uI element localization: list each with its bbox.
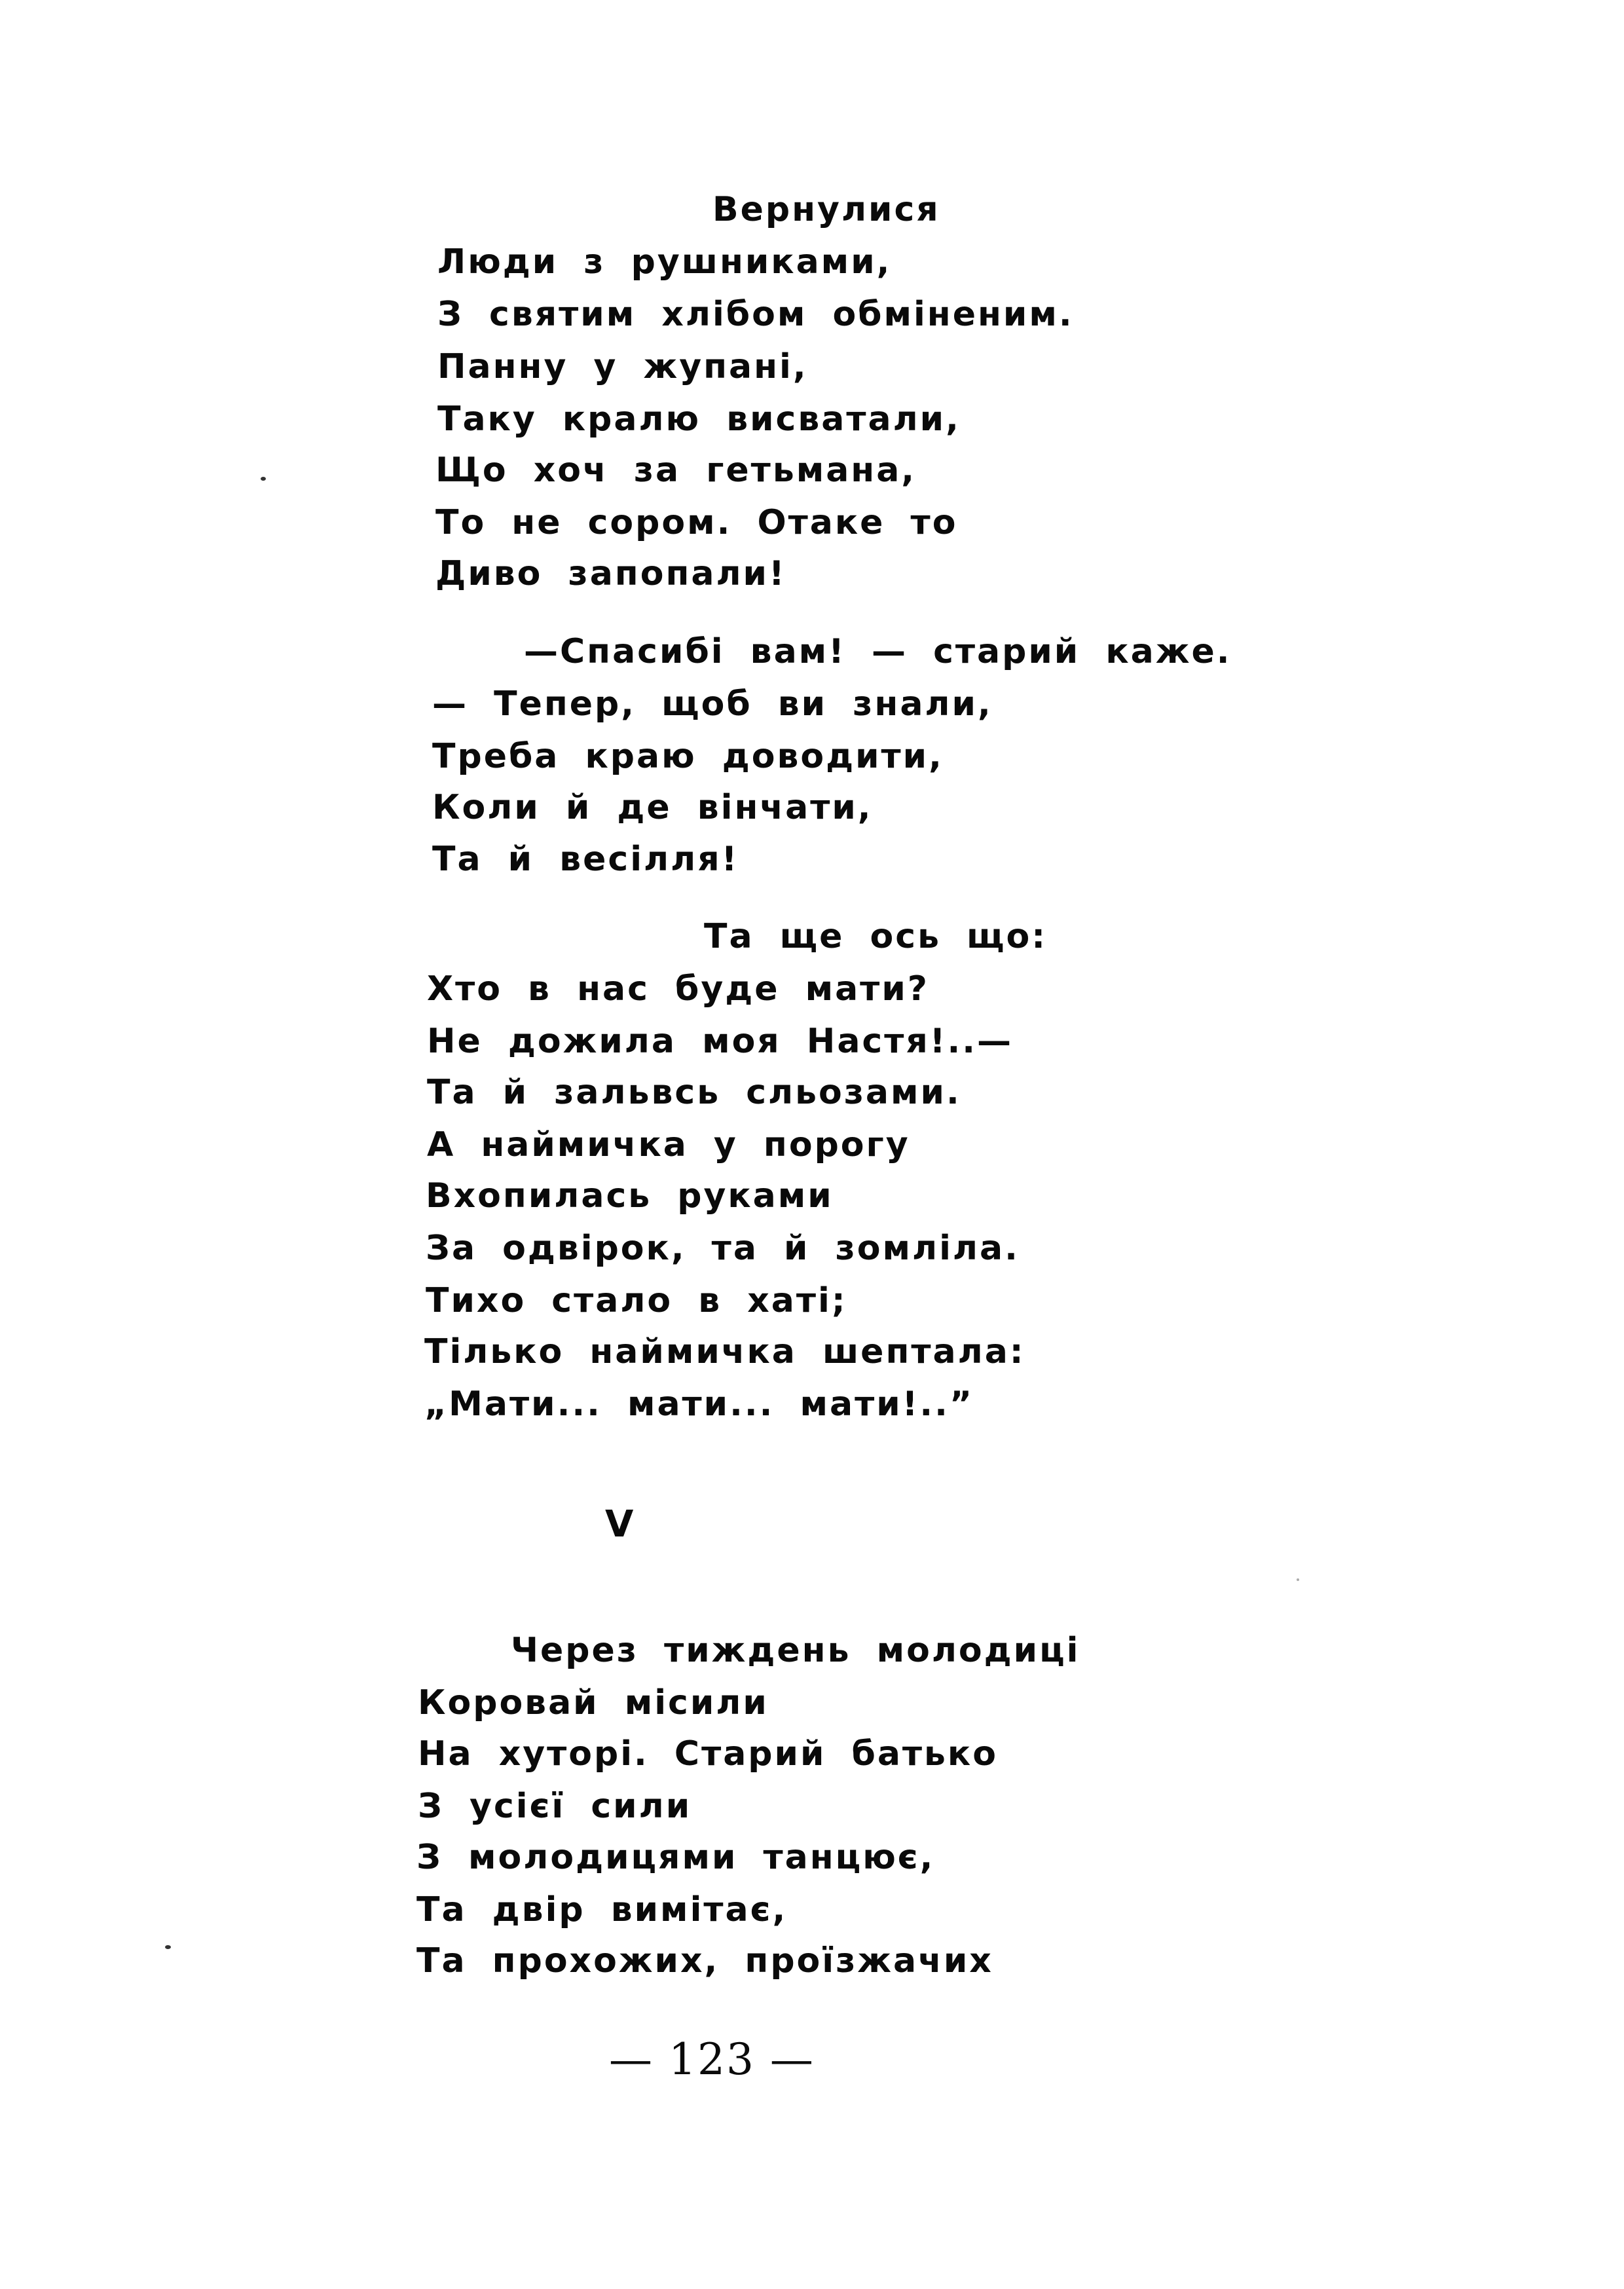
poem-line: —Спасибі вам! — старий каже. [524,632,1232,671]
poem-line: Коровай місили [418,1683,769,1722]
poem-line: Треба краю доводити, [432,737,944,776]
poem-line: Вхопилась руками [426,1176,834,1216]
poem-line: Тілько наймичка шептала: [424,1332,1025,1371]
poem-line: „Мати... мати... мати!..” [424,1385,974,1424]
scan-speck [165,1945,171,1949]
poem-line: З молодицями танцює, [416,1838,935,1877]
page-number: — 123 — [609,2034,815,2085]
poem-line: З святим хлібом обміненим. [437,295,1074,334]
poem-line: Вернулися [712,190,940,229]
poem-line: Та прохожих, проїзжачих [416,1941,993,1981]
poem-line: Через тиждень молодиці [511,1631,1080,1670]
poem-line: На хуторі. Старий батько [418,1734,998,1774]
poem-line: То не сором. Отаке то [435,503,958,542]
scan-speck [1297,1578,1299,1581]
poem-line: З усієї сили [418,1787,692,1826]
poem-line: Диво запопали! [435,554,786,593]
poem-line: Та ще ось що: [704,917,1048,956]
poem-line: Коли й де вінчати, [432,788,873,827]
poem-line: За одвірок, та й зомліла. [426,1229,1020,1268]
poem-line: Панну у жупані, [437,347,808,386]
poem-line: Та двір вимітає, [416,1890,788,1929]
poem-line: Люди з рушниками, [437,242,892,282]
poem-line: Не дожила моя Настя!..— [427,1022,1013,1061]
poem-line: Та й зальвсь сльозами. [427,1073,961,1112]
scan-speck [261,477,266,481]
poem-line: — Тепер, щоб ви знали, [432,684,993,724]
poem-line: Та й весілля! [432,840,739,879]
poem-line: Тихо стало в хаті; [426,1281,847,1320]
poem-line: Хто в нас буде мати? [427,969,929,1009]
section-number: V [605,1503,634,1546]
poem-line: А наймичка у порогу [427,1125,910,1164]
poem-line: Таку кралю висватали, [437,400,961,439]
poem-line: Що хоч за гетьмана, [435,451,917,490]
